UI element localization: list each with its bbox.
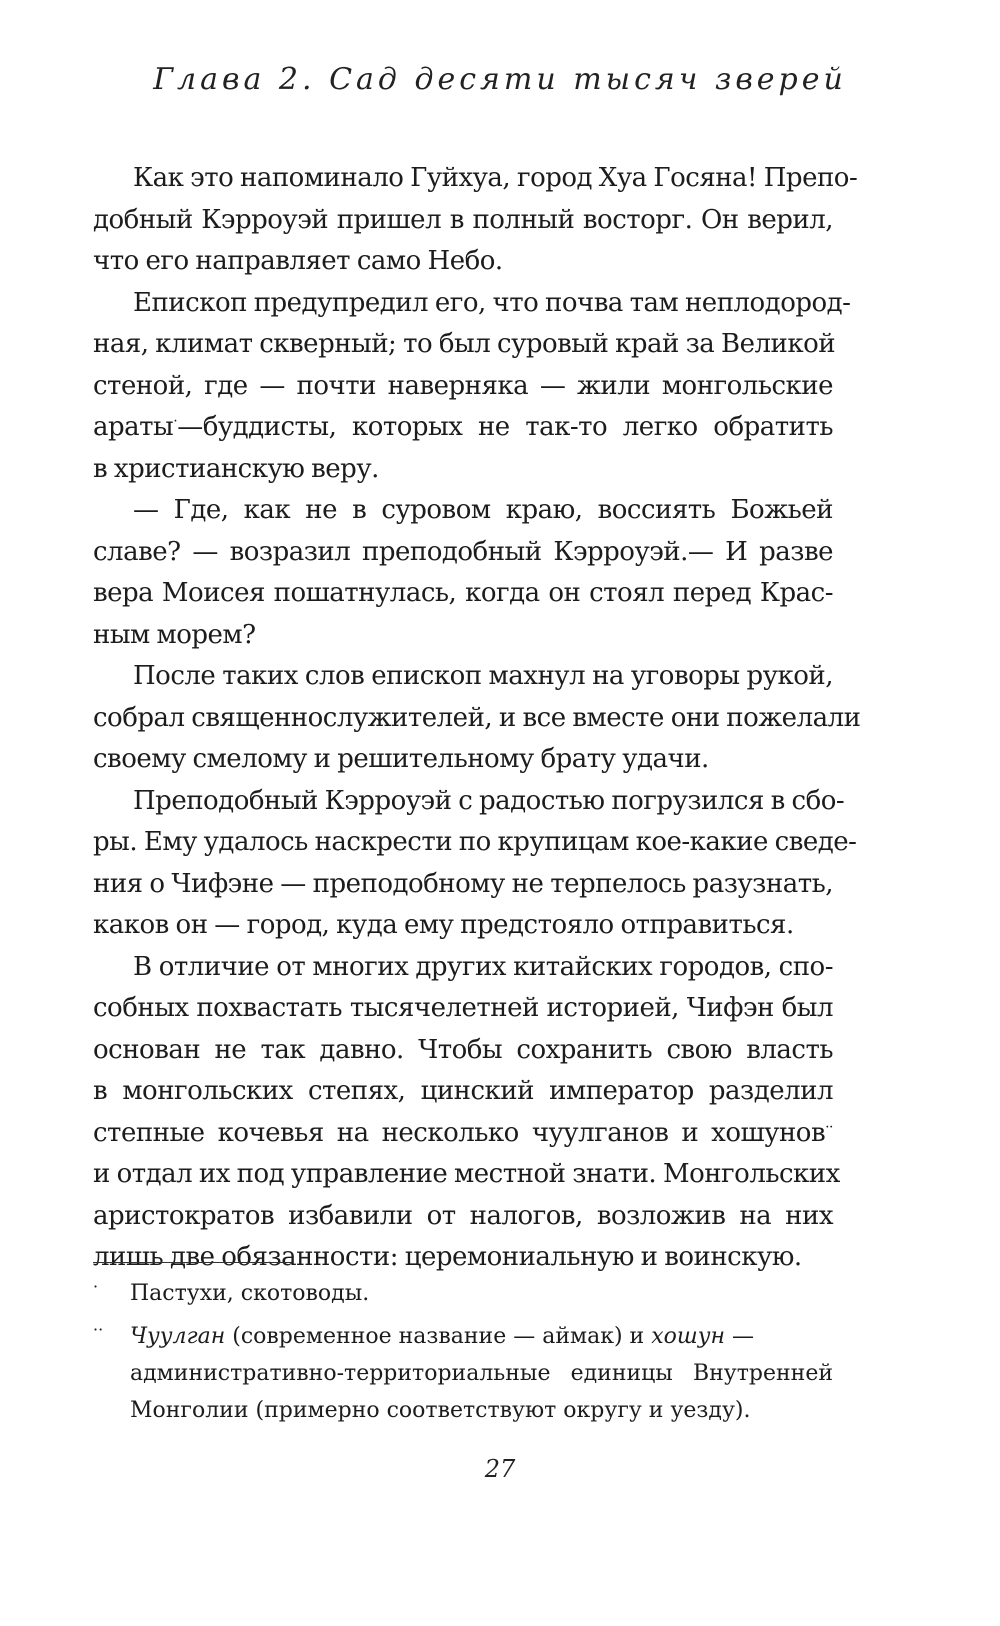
footnote-text: Пастухи, скотоводы.: [130, 1281, 370, 1306]
footnote-marker: ··: [825, 1118, 833, 1135]
running-head: Глава 2. Сад десяти тысяч зверей: [153, 62, 847, 97]
text-fragment: степные кочевья на несколько чуулганов и хошунов: [93, 1117, 826, 1148]
text-line: ры. Ему удалось наскрести по крупицам кое-какие сведе-: [93, 827, 857, 857]
text-line: в христианскую веру.: [93, 453, 379, 484]
text-line: славе? — возразил преподобный Кэрроуэй.— И разве: [93, 536, 833, 567]
text-line: и отдал их под управление местной знати. Монгольских: [93, 1159, 840, 1189]
text-line: собных похвастать тысячелетней историей, Чифэн был: [93, 993, 833, 1023]
text-line: вера Моисея пошатнулась, когда он стоял перед Крас-: [93, 578, 833, 608]
text-line: В отличие от многих других китайских городов, спо-: [133, 951, 833, 982]
footnote-divider: [93, 1262, 291, 1263]
footnote-2: [93, 1318, 833, 1429]
text-line: что его направляет само Небо.: [93, 246, 503, 276]
text-line: в монгольских степях, цинский император разделил: [93, 1076, 833, 1106]
footnote-mark: ··: [93, 1320, 104, 1339]
footnote-term: хошун: [651, 1324, 725, 1349]
footnote-mark: ·: [93, 1277, 99, 1296]
body-text: [93, 158, 861, 1279]
footnote-line: административно-территориальные единицы Внутренней: [130, 1361, 833, 1386]
footnote-marker: ·: [173, 413, 178, 430]
footnote-line: [93, 1318, 833, 1355]
text-line: добный Кэрроуэй пришел в полный восторг. Он верил,: [93, 204, 833, 235]
text-line: После таких слов епископ махнул на уговоры рукой,: [133, 661, 833, 691]
footnote-1: [93, 1275, 833, 1312]
text-line: Епископ предупредил его, что почва там неплодород-: [133, 287, 851, 318]
text-line: основан не так давно. Чтобы сохранить свою власть: [93, 1034, 833, 1065]
text-line: Преподобный Кэрроуэй с радостью погрузился в сбо-: [133, 785, 845, 816]
page-number: 27: [484, 1455, 516, 1483]
text-line: ным морем?: [93, 619, 256, 650]
text-line: ная, климат скверный; то был суровый край за Великой: [93, 329, 836, 359]
text-line: — Где, как не в суровом краю, воссиять Божьей: [133, 495, 833, 525]
text-line: Как это напоминало Гуйхуа, город Хуа Госяна! Препо-: [133, 163, 858, 193]
footnote-line: Монголии (примерно соответствуют округу и уезду).: [130, 1398, 751, 1423]
footnote-fragment: (современное название — аймак) и: [225, 1324, 652, 1349]
footnote-term: Чуулган: [130, 1324, 226, 1349]
text-line: лишь две обязанности: церемониальную и воинскую.: [93, 1242, 802, 1272]
text-line-with-footnote: [93, 407, 833, 449]
text-line: собрал священнослужителей, и все вместе они пожелали: [93, 702, 861, 733]
footnote-fragment: —: [724, 1324, 754, 1349]
text-line: ния о Чифэне — преподобному не терпелось разузнать,: [93, 868, 833, 899]
text-fragment: —буддисты, которых не так-то легко обратить: [177, 412, 833, 442]
text-line: каков он — город, куда ему предстояло отправиться.: [93, 910, 794, 940]
text-line-with-footnote: [93, 1113, 833, 1155]
text-line: стеной, где — почти наверняка — жили монгольские: [93, 370, 833, 401]
text-line: своему смелому и решительному брату удачи.: [93, 744, 709, 774]
text-fragment: араты: [93, 412, 174, 442]
footnotes: [93, 1275, 833, 1435]
text-line: аристократов избавили от налогов, возложив на них: [93, 1200, 833, 1231]
